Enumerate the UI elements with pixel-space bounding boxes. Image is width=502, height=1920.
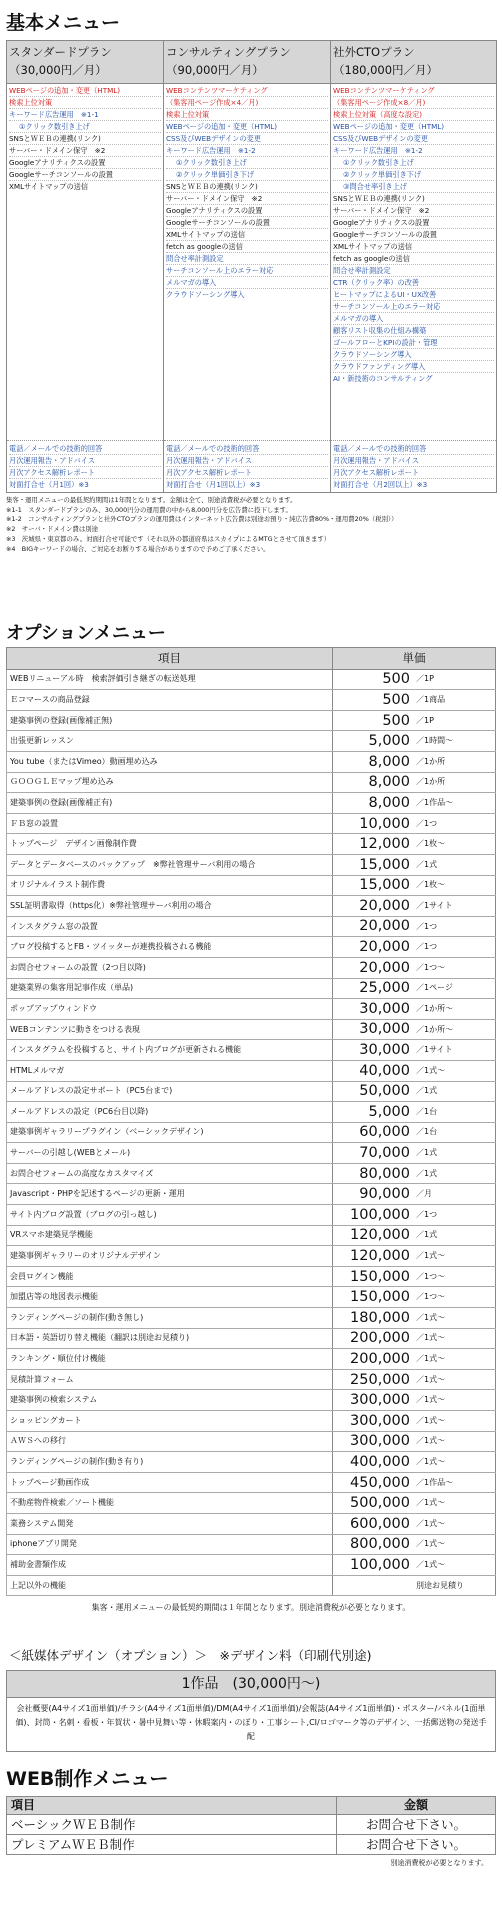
option-item-unit: ／1式〜	[414, 1534, 496, 1555]
web-item-name: ベーシックＷＥＢ制作	[7, 1815, 337, 1835]
option-item-name: WEBコンテンツに動きをつける表現	[7, 1019, 333, 1040]
plan-support-cto	[331, 440, 497, 492]
plan-header-consulting	[164, 41, 331, 84]
table-row	[7, 731, 496, 752]
option-item-price: 120,000	[333, 1246, 415, 1267]
plan-feature-item: サーバー・ドメイン保守 ※2	[333, 205, 494, 217]
option-item-unit: ／1つ〜	[414, 957, 496, 978]
plan-features-consulting	[164, 83, 331, 440]
web-menu-title: WEB制作メニュー	[6, 1768, 169, 1791]
plan-feature-item: fetch as googleの送信	[166, 241, 328, 253]
option-item-price: 200,000	[333, 1349, 415, 1370]
plan-support-item: 電話／メールでの技術的回答	[9, 443, 161, 455]
option-item-price: 180,000	[333, 1308, 415, 1329]
plan-feature-item: クラウドファンディング導入	[333, 361, 494, 373]
plan-feature-item: （集客用ページ作成×4／月)	[166, 97, 328, 109]
option-item-name: 不動産物件検索／ソート機能	[7, 1493, 333, 1514]
table-row	[7, 1081, 496, 1102]
option-item-unit: ／1式〜	[414, 1390, 496, 1411]
plan-price: （180,000円／月）	[333, 62, 439, 77]
option-item-unit: ／1つ	[414, 1205, 496, 1226]
plan-feature-item: ②クリック単価引き下げ	[333, 169, 494, 181]
option-item-price: 450,000	[333, 1472, 415, 1493]
plan-price: （90,000円／月）	[166, 62, 264, 77]
option-item-unit: ／1式〜	[414, 1308, 496, 1329]
option-item-price: 25,000	[333, 978, 415, 999]
option-item-name: 出張更新レッスン	[7, 731, 333, 752]
plan-feature-item: サーチコンソール上のエラー対応	[333, 301, 494, 313]
plan-feature-item: 問合せ率計測設定	[166, 253, 328, 265]
option-item-name: 建築事例ギャラリープラグイン（ベーシックデザイン)	[7, 1122, 333, 1143]
option-item-price: 150,000	[333, 1266, 415, 1287]
plan-feature-item: AI・新技術のコンサルティング	[333, 373, 433, 383]
plan-feature-item: クラウドソーシング導入	[333, 349, 494, 361]
option-menu-title: オプションメニュー	[6, 622, 166, 644]
option-item-price: 500	[333, 669, 415, 690]
web-item-price: お問合せ下さい。	[337, 1835, 496, 1855]
plan-feature-item: 問合せ率計測設定	[333, 265, 494, 277]
plan-feature-item: WEBページの追加・変更（HTML)	[333, 121, 494, 133]
basic-menu-title: 基本メニュー	[6, 12, 121, 34]
plan-feature-item: Googleサーチコンソールの設置	[9, 169, 161, 181]
option-item-price: 30,000	[333, 1019, 415, 1040]
plan-feature-item: ③問合せ率引き上げ	[333, 181, 494, 193]
option-col-item: 項目	[7, 647, 333, 669]
option-item-price: 500	[333, 710, 415, 731]
option-item-unit: ／1か所	[414, 752, 496, 773]
table-row	[7, 896, 496, 917]
note-line: ※2 サーバ・ドメイン費は別途	[6, 525, 98, 534]
print-design-description: 会社概要(A4サイズ1面単価)/チラシ(A4サイズ1面単価)/DM(A4サイズ1面単価)/会報誌(A4サイズ1面単価)・ポスター/パネル(1面単価)、封筒・名刺・看板・年賀状・暑中見舞い等・休暇案内・のぼり・工事シート,CI/ロゴマーク等のデザイン、一括郵送物の発送手配	[15, 1704, 487, 1741]
table-row	[7, 1575, 496, 1596]
option-item-unit: ／1式〜	[414, 1060, 496, 1081]
option-item-unit: ／1作品〜	[414, 793, 496, 814]
plan-feature-item: Googleサーチコンソールの設置	[333, 229, 494, 241]
web-production-table	[6, 1796, 496, 1855]
option-item-unit: ／1式〜	[414, 1349, 496, 1370]
option-item-unit: ／1式	[414, 1143, 496, 1164]
option-item-unit: ／1か所	[414, 772, 496, 793]
plan-feature-item: SNSとＷＥＢの連携(リンク)	[333, 193, 494, 205]
option-item-unit: ／1式〜	[414, 1431, 496, 1452]
plan-feature-item: XMLサイトマップの送信	[166, 229, 328, 241]
option-item-name: SSL証明書取得（https化）※弊社管理サーバ利用の場合	[7, 896, 333, 917]
plan-header-standard	[7, 41, 164, 84]
web-note: 別途消費税が必要となります。	[390, 1859, 488, 1868]
table-row	[7, 1835, 496, 1855]
option-item-unit: ／1P	[414, 669, 496, 690]
table-row	[7, 1040, 496, 1061]
table-row	[7, 834, 496, 855]
print-design-price: 1作品 (30,000円〜)	[7, 1671, 495, 1698]
option-item-unit: ／1台	[414, 1102, 496, 1123]
option-item-name: iphoneアプリ開発	[7, 1534, 333, 1555]
option-item-name: Javascript・PHPを記述するページの更新・運用	[7, 1184, 333, 1205]
option-item-name: 建築事例ギャラリーのオリジナルデザイン	[7, 1246, 333, 1267]
option-item-name: 見積計算フォーム	[7, 1369, 333, 1390]
option-item-unit: ／1式〜	[414, 1555, 496, 1576]
plan-support-item: 月次運用報告・アドバイス	[9, 455, 161, 467]
table-row	[7, 1390, 496, 1411]
table-row	[7, 1060, 496, 1081]
table-row	[7, 999, 496, 1020]
option-item-price: 12,000	[333, 834, 415, 855]
option-item-name: ＦＢ窓の設置	[7, 813, 333, 834]
plan-feature-item: WEBコンテンツマーケティング	[333, 85, 494, 97]
option-item-price: 15,000	[333, 875, 415, 896]
plan-feature-item: キーワード広告運用 ※1-2	[333, 145, 494, 157]
option-item-name: ＧＯＯＧＬＥマップ埋め込み	[7, 772, 333, 793]
plan-name: スタンダードプラン	[9, 45, 112, 59]
option-item-price: 8,000	[333, 752, 415, 773]
plan-feature-item: 検索上位対策	[166, 109, 328, 121]
plan-feature-item: キーワード広告運用 ※1-1	[9, 109, 161, 121]
option-item-price: 30,000	[333, 999, 415, 1020]
option-item-price: 8,000	[333, 793, 415, 814]
table-row	[7, 1493, 496, 1514]
option-item-price: 400,000	[333, 1452, 415, 1473]
table-row	[7, 1246, 496, 1267]
table-row	[7, 937, 496, 958]
option-item-unit: 別途お見積り	[414, 1575, 496, 1596]
table-row	[7, 1431, 496, 1452]
table-row	[7, 1143, 496, 1164]
option-item-unit: ／1P	[414, 710, 496, 731]
option-item-price: 300,000	[333, 1431, 415, 1452]
table-row	[7, 1184, 496, 1205]
option-item-unit: ／1つ〜	[414, 1287, 496, 1308]
plan-feature-item: Googleアナリティクスの設置	[166, 205, 328, 217]
web-item-name: プレミアムＷＥＢ制作	[7, 1835, 337, 1855]
plan-feature-item: サーバー・ドメイン保守 ※2	[9, 145, 161, 157]
plan-feature-item: WEBコンテンツマーケティング	[166, 85, 328, 97]
table-row	[7, 978, 496, 999]
option-item-unit: ／1つ	[414, 916, 496, 937]
plan-name: コンサルティングプラン	[166, 45, 291, 59]
table-row	[7, 752, 496, 773]
option-item-unit: ／1作品〜	[414, 1472, 496, 1493]
plan-feature-item: XMLサイトマップの送信	[333, 241, 494, 253]
option-item-unit: ／1式〜	[414, 1246, 496, 1267]
print-design-title: ＜紙媒体デザイン（オプション）＞ ※デザイン料（印刷代別途)	[9, 1648, 372, 1664]
option-item-name: 建築業界の集客用記事作成（単品)	[7, 978, 333, 999]
option-item-name: トップページ デザイン画像制作費	[7, 834, 333, 855]
option-item-name: 上記以外の機能	[7, 1575, 333, 1596]
table-row	[7, 1019, 496, 1040]
option-col-price: 単価	[333, 647, 496, 669]
option-item-price: 800,000	[333, 1534, 415, 1555]
option-item-price: 20,000	[333, 896, 415, 917]
plan-support-item: 電話／メールでの技術的回答	[166, 443, 328, 455]
option-item-name: ＡＷＳへの移行	[7, 1431, 333, 1452]
plan-feature-item: サーチコンソール上のエラー対応	[166, 265, 328, 277]
plan-feature-item: CTR（クリック率）の改善	[333, 277, 494, 289]
plan-support-item: 対面打合せ（月1回）※3	[9, 479, 89, 489]
note-line: ※4 BIGキーワードの場合、ご対応をお断りする場合がありますので予めご了承ください。	[6, 545, 270, 554]
option-item-name: ランディングページの制作(動き無し)	[7, 1308, 333, 1329]
option-item-name: インスタグラム窓の設置	[7, 916, 333, 937]
plan-feature-item: 検索上位対策（高度な設定)	[333, 109, 494, 121]
option-item-price: 500,000	[333, 1493, 415, 1514]
plan-feature-item: ①クリック数引き上げ	[333, 157, 494, 169]
option-item-name: メールアドレスの設定（PC6台目以降)	[7, 1102, 333, 1123]
table-row	[7, 1555, 496, 1576]
plan-features-standard	[7, 83, 164, 440]
plan-feature-item: CSS及びWEBデザインの変更	[333, 133, 494, 145]
option-item-unit: ／1サイト	[414, 896, 496, 917]
option-item-unit: ／1つ	[414, 937, 496, 958]
table-row	[7, 1513, 496, 1534]
option-item-unit: ／1つ	[414, 813, 496, 834]
table-row	[7, 1205, 496, 1226]
option-item-name: 加盟店等の地図表示機能	[7, 1287, 333, 1308]
basic-plan-table	[6, 40, 497, 493]
plan-feature-item: Googleアナリティクスの設置	[9, 157, 161, 169]
option-item-unit: ／1つ〜	[414, 1266, 496, 1287]
plan-feature-item: Googleサーチコンソールの設置	[166, 217, 328, 229]
plan-feature-item: ゴールフローとKPIの設計・管理	[333, 337, 494, 349]
option-item-unit: ／1式〜	[414, 1513, 496, 1534]
plan-feature-item: （集客用ページ作成×8／月)	[333, 97, 494, 109]
plan-price: （30,000円／月）	[9, 62, 107, 77]
option-item-name: ランキング・順位付け機能	[7, 1349, 333, 1370]
table-row	[7, 1452, 496, 1473]
print-design-box	[6, 1670, 496, 1752]
table-row	[7, 793, 496, 814]
plan-feature-item: WEBページの追加・変更（HTML)	[9, 85, 161, 97]
plan-feature-item: 顧客リスト収集の仕組み構築	[333, 325, 494, 337]
basic-notes	[6, 496, 496, 574]
note-line: ※1-1 スタンダードプランのみ、30,000円分の運用費の中から8,000円分を広告費に投下します。	[6, 505, 292, 514]
option-item-unit: ／1式	[414, 1081, 496, 1102]
table-row	[7, 875, 496, 896]
option-item-unit: ／1枚〜	[414, 834, 496, 855]
option-item-price: 10,000	[333, 813, 415, 834]
note-line: ※3 茨城県・東京都のみ。対面打合せ可能です（それ以外の都道府県はスカイプによるMTGとさせて頂きます）	[6, 535, 331, 544]
plan-support-standard	[7, 440, 164, 492]
option-item-price: 20,000	[333, 937, 415, 958]
option-item-unit: ／1か所〜	[414, 999, 496, 1020]
option-item-price: 30,000	[333, 1040, 415, 1061]
plan-feature-item: XMLサイトマップの送信	[9, 181, 89, 191]
table-row	[7, 1225, 496, 1246]
plan-feature-item: キーワード広告運用 ※1-2	[166, 145, 328, 157]
option-item-unit: ／1時間〜	[414, 731, 496, 752]
option-item-price: 70,000	[333, 1143, 415, 1164]
option-item-unit: ／1式〜	[414, 1493, 496, 1514]
option-item-unit: ／1ページ	[414, 978, 496, 999]
option-item-price: 200,000	[333, 1328, 415, 1349]
table-row	[7, 957, 496, 978]
option-item-unit: ／1式	[414, 1225, 496, 1246]
table-row	[7, 1266, 496, 1287]
option-item-price: 120,000	[333, 1225, 415, 1246]
option-item-unit: ／1式〜	[414, 1411, 496, 1432]
option-item-name: データとデータベースのバックアップ ※弊社管理サーバ利用の場合	[7, 854, 333, 875]
option-item-name: 会員ログイン機能	[7, 1266, 333, 1287]
option-item-name: ランディングページの制作(動き有り)	[7, 1452, 333, 1473]
option-item-price: 20,000	[333, 916, 415, 937]
option-item-unit: ／1式	[414, 854, 496, 875]
option-item-name: 建築事例の登録(画像補正有)	[7, 793, 333, 814]
option-item-name: 補助金書類作成	[7, 1555, 333, 1576]
note-line: ※1-2 コンサルティングプランと社外CTOプランの運用費はインターネット広告費は別途お預り・純広告費80%・運用費20%（税別））	[6, 515, 398, 524]
plan-feature-item: メルマガの導入	[166, 277, 328, 289]
plan-support-item: 月次アクセス解析レポート	[166, 467, 328, 479]
option-item-price: 80,000	[333, 1163, 415, 1184]
option-item-name: WEBリニューアル時 検索評価引き継ぎの転送処理	[7, 669, 333, 690]
option-item-name: サイト内ブログ設置（ブログの引っ越し)	[7, 1205, 333, 1226]
plan-support-item: 電話／メールでの技術的回答	[333, 443, 494, 455]
option-item-name: お問合せフォームの高度なカスタマイズ	[7, 1163, 333, 1184]
plan-support-item: 月次アクセス解析レポート	[333, 467, 494, 479]
plan-feature-item: fetch as googleの送信	[333, 253, 494, 265]
option-table	[6, 647, 496, 1597]
option-item-name: 日本語・英語切り替え機能（翻訳は別途お見積り)	[7, 1328, 333, 1349]
table-row	[7, 1534, 496, 1555]
option-item-price: 500	[333, 690, 415, 711]
option-item-name: ブログ投稿するとFB・ツイッターが連携投稿される機能	[7, 937, 333, 958]
table-row	[7, 1308, 496, 1329]
table-row	[7, 1349, 496, 1370]
plan-feature-item: 検索上位対策	[9, 97, 161, 109]
option-item-name: サーバーの引越し(WEBとメール)	[7, 1143, 333, 1164]
table-row	[7, 1411, 496, 1432]
option-item-unit: ／月	[414, 1184, 496, 1205]
table-row	[7, 772, 496, 793]
option-item-name: 建築事例の登録(画像補正無)	[7, 710, 333, 731]
plan-feature-item: WEBページの追加・変更（HTML)	[166, 121, 328, 133]
plan-feature-item: ①クリック数引き上げ	[166, 157, 328, 169]
plan-support-consulting	[164, 440, 331, 492]
option-item-price: 100,000	[333, 1555, 415, 1576]
option-item-price: 300,000	[333, 1390, 415, 1411]
option-item-price: 90,000	[333, 1184, 415, 1205]
option-item-price: 15,000	[333, 854, 415, 875]
plan-support-item: 月次運用報告・アドバイス	[333, 455, 494, 467]
plan-feature-item: メルマガの導入	[333, 313, 494, 325]
plan-feature-item: ヒートマップによるUI・UX改善	[333, 289, 494, 301]
option-item-price: 20,000	[333, 957, 415, 978]
plan-feature-item: クラウドソーシング導入	[166, 289, 245, 299]
table-row	[7, 1163, 496, 1184]
plan-feature-item: SNSとＷＥＢの連携(リンク)	[9, 133, 161, 145]
plan-feature-item: CSS及びWEBデザインの変更	[166, 133, 328, 145]
option-item-price: 8,000	[333, 772, 415, 793]
option-item-unit: ／1商品	[414, 690, 496, 711]
option-item-name: Ｅコマースの商品登録	[7, 690, 333, 711]
table-row	[7, 669, 496, 690]
table-row	[7, 1287, 496, 1308]
web-col-price: 金額	[337, 1797, 496, 1815]
option-note: 集客・運用メニューの最低契約期間は１年間となります。別途消費税が必要となります。	[91, 1603, 411, 1613]
option-item-name: 建築事例の検索システム	[7, 1390, 333, 1411]
option-item-unit: ／1台	[414, 1122, 496, 1143]
option-item-unit: ／1サイト	[414, 1040, 496, 1061]
plan-support-item: 月次運用報告・アドバイス	[166, 455, 328, 467]
table-row	[7, 710, 496, 731]
plan-name: 社外CTOプラン	[333, 45, 415, 59]
option-item-name: ポップアップウィンドウ	[7, 999, 333, 1020]
plan-features-cto	[331, 83, 497, 440]
table-row	[7, 1369, 496, 1390]
plan-header-cto	[331, 41, 497, 84]
option-item-price: 300,000	[333, 1411, 415, 1432]
table-row	[7, 690, 496, 711]
option-item-price: 150,000	[333, 1287, 415, 1308]
option-item-unit: ／1か所〜	[414, 1019, 496, 1040]
table-row	[7, 813, 496, 834]
plan-feature-item: Googleアナリティクスの設置	[333, 217, 494, 229]
table-row	[7, 1122, 496, 1143]
option-item-price: 600,000	[333, 1513, 415, 1534]
plan-feature-item: ①クリック数引き上げ	[9, 121, 161, 133]
option-item-price: 5,000	[333, 1102, 415, 1123]
table-row	[7, 916, 496, 937]
option-item-name: お問合せフォームの設置（2つ目以降)	[7, 957, 333, 978]
option-item-name: You tube（またはVimeo）動画埋め込み	[7, 752, 333, 773]
option-item-price: 50,000	[333, 1081, 415, 1102]
web-item-price: お問合せ下さい。	[337, 1815, 496, 1835]
option-item-price: 5,000	[333, 731, 415, 752]
plan-feature-item: SNSとＷＥＢの連携(リンク)	[166, 181, 328, 193]
option-item-name: インスタグラムを投稿すると、サイト内ブログが更新される機能	[7, 1040, 333, 1061]
table-row	[7, 1328, 496, 1349]
option-item-name: HTMLメルマガ	[7, 1060, 333, 1081]
option-item-name: VRスマホ建築見学機能	[7, 1225, 333, 1246]
table-row	[7, 1815, 496, 1835]
option-item-unit: ／1枚〜	[414, 875, 496, 896]
option-item-price: 60,000	[333, 1122, 415, 1143]
option-item-unit: ／1式〜	[414, 1452, 496, 1473]
plan-support-item: 月次アクセス解析レポート	[9, 467, 161, 479]
table-row	[7, 854, 496, 875]
option-item-unit: ／1式〜	[414, 1328, 496, 1349]
option-item-price: 250,000	[333, 1369, 415, 1390]
option-item-name: メールアドレスの設定サポート（PC5台まで)	[7, 1081, 333, 1102]
plan-support-item: 対面打合せ（月1回以上）※3	[166, 479, 261, 489]
note-line: 集客・運用メニューの最低契約期間は1年間となります。金額は全て、別途消費税が必要となります。	[6, 495, 297, 504]
plan-support-item: 対面打合せ（月2回以上）※3	[333, 479, 428, 489]
option-item-price: 40,000	[333, 1060, 415, 1081]
plan-feature-item: ②クリック単価引き下げ	[166, 169, 328, 181]
option-item-price: 100,000	[333, 1205, 415, 1226]
option-item-unit: ／1式	[414, 1163, 496, 1184]
plan-feature-item: サーバー・ドメイン保守 ※2	[166, 193, 328, 205]
web-col-item: 項目	[7, 1797, 337, 1815]
table-row	[7, 1102, 496, 1123]
option-item-name: トップページ動画作成	[7, 1472, 333, 1493]
table-row	[7, 1472, 496, 1493]
option-item-name: ショッピングカート	[7, 1411, 333, 1432]
option-item-name: 業務システム開発	[7, 1513, 333, 1534]
option-item-name: オリジナルイラスト制作費	[7, 875, 333, 896]
option-item-unit: ／1式〜	[414, 1369, 496, 1390]
option-item-price	[333, 1575, 415, 1596]
